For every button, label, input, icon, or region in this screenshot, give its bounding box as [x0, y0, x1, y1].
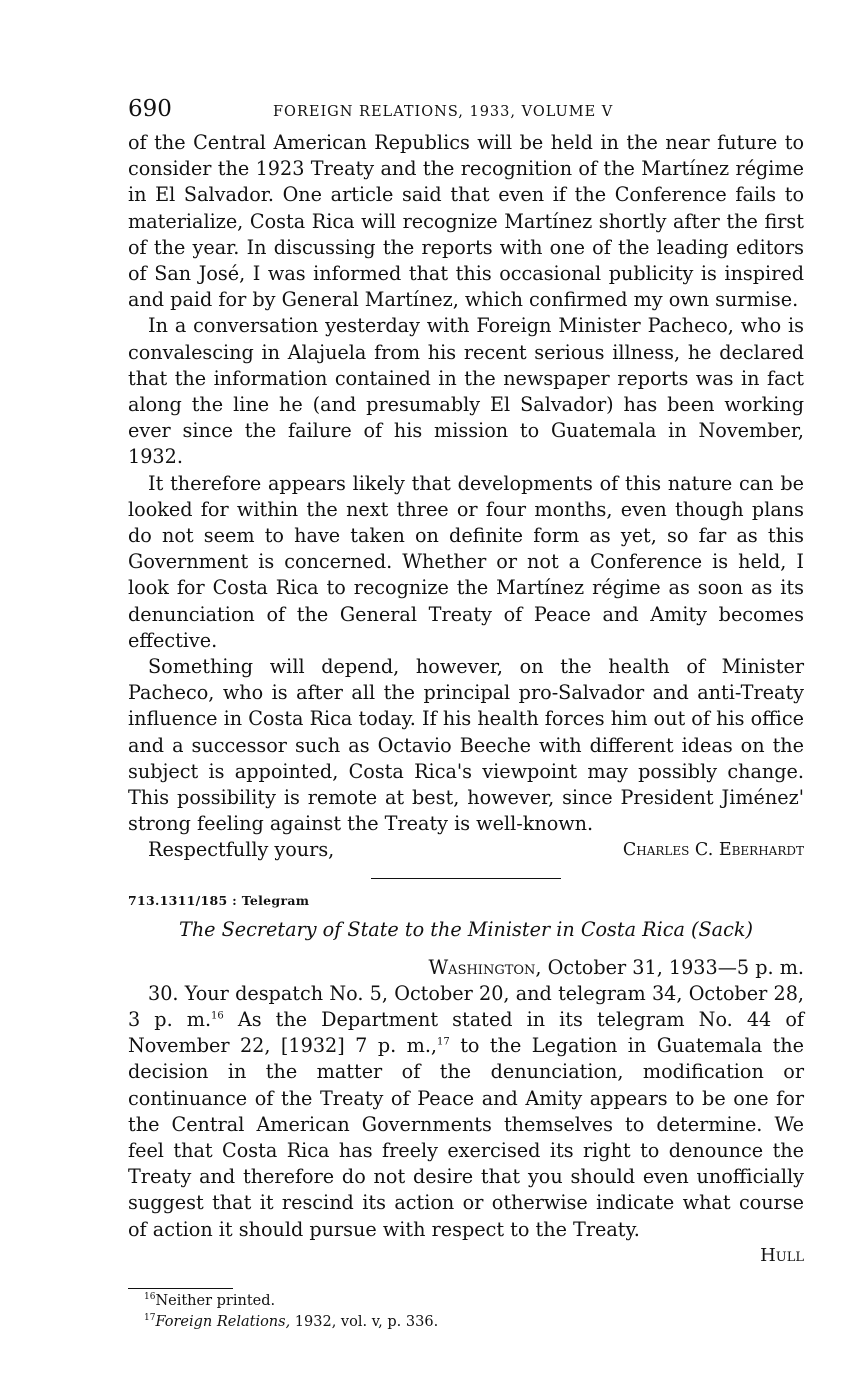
- section-divider: [371, 878, 561, 879]
- dateline-place: Washington,: [428, 955, 542, 979]
- telegram-text-3: to the Legation in Guatemala the decision in the matter of the denunciation, modification or continuance of the Treaty of Peace and Amity appears to be one for the Central American Governments themselves to determine. We feel that Costa Rica has freely exercised its right to denounce the Treaty and therefore do not desire that you should even unofficially suggest that it rescind its action or otherwise indicate what course of action it should pursue with respect to the Treaty.: [128, 1034, 804, 1241]
- dateline: [128, 955, 804, 981]
- footnote-16: $^{16}$Neither printed.: [144, 1291, 276, 1309]
- dateline-date: October 31, 1933—5 p. m.: [547, 955, 804, 979]
- letter-paragraph: In a conversation yesterday with Foreign Minister Pacheco, who is convalescing in Alajuela from his recent serious illness, he declared that the information contained in the newspaper reports was in fact along the line he (and presumably El Salvador) has been working ever since the failure of his mission to Guatemala in November, 1932.: [128, 314, 804, 469]
- page-number: 690: [128, 96, 172, 122]
- telegram-paragraph: [128, 981, 804, 1243]
- telegram-text-2: As the Department stated in its telegram No. 44 of November 22, [1932] 7 p. m.,: [128, 1007, 804, 1058]
- telegram-signoff: Hull: [760, 1244, 804, 1266]
- signature: Charles C. Eberhardt: [622, 840, 804, 861]
- closing-text: Respectfully yours,: [148, 838, 335, 862]
- footnote-ref-16: 16: [211, 1010, 224, 1022]
- letter-paragraph: It therefore appears likely that developments of this nature can be looked for within the next three or four months, even though plans do not seem to have taken on definite form as yet, so far as this Government is concerned. Whether or not a Conference is held, I look for Costa Rica to recognize the Martínez régime as soon as its denunciation of the General Treaty of Peace and Amity becomes effective.: [128, 471, 804, 652]
- telegram-text-1: 30. Your despatch No. 5, October 20, and telegram 34, October 28, 3 p. m.: [128, 981, 804, 1031]
- footnote-ref-17: 17: [437, 1036, 450, 1048]
- file-reference: 713.1311/185 : Telegram: [128, 892, 310, 908]
- letter-closing: [128, 837, 804, 863]
- running-title: FOREIGN RELATIONS, 1933, VOLUME V: [273, 104, 614, 120]
- document-page: [128, 96, 804, 1330]
- document-title: The Secretary of State to the Minister in Costa Rica (Sack): [179, 917, 753, 941]
- footnote-17: $^{17}$Foreign Relations, 1932, vol. v, p. 336.: [144, 1312, 439, 1330]
- letter-paragraph: of the Central American Republics will be held in the near future to consider the 1923 Treaty and the recognition of the Martínez régime in El Salvador. One article said that even if the Conference fails to materialize, Costa Rica will recognize Martínez shortly after the first of the year. In discussing the reports with one of the leading editors of San José, I was informed that this occasional publicity is inspired and paid for by General Martínez, which confirmed my own surmise.: [128, 131, 804, 312]
- letter-paragraph: Something will depend, however, on the health of Minister Pacheco, who is after all the principal pro-Salvador and anti-Treaty influence in Costa Rica today. If his health forces him out of his office and a successor such as Octavio Beeche with different ideas on the subject is appointed, Costa Rica's viewpoint may possibly change. This possibility is remote at best, however, since President Jiménez' strong feeling against the Treaty is well-known.: [128, 655, 804, 836]
- page-header: [128, 96, 804, 130]
